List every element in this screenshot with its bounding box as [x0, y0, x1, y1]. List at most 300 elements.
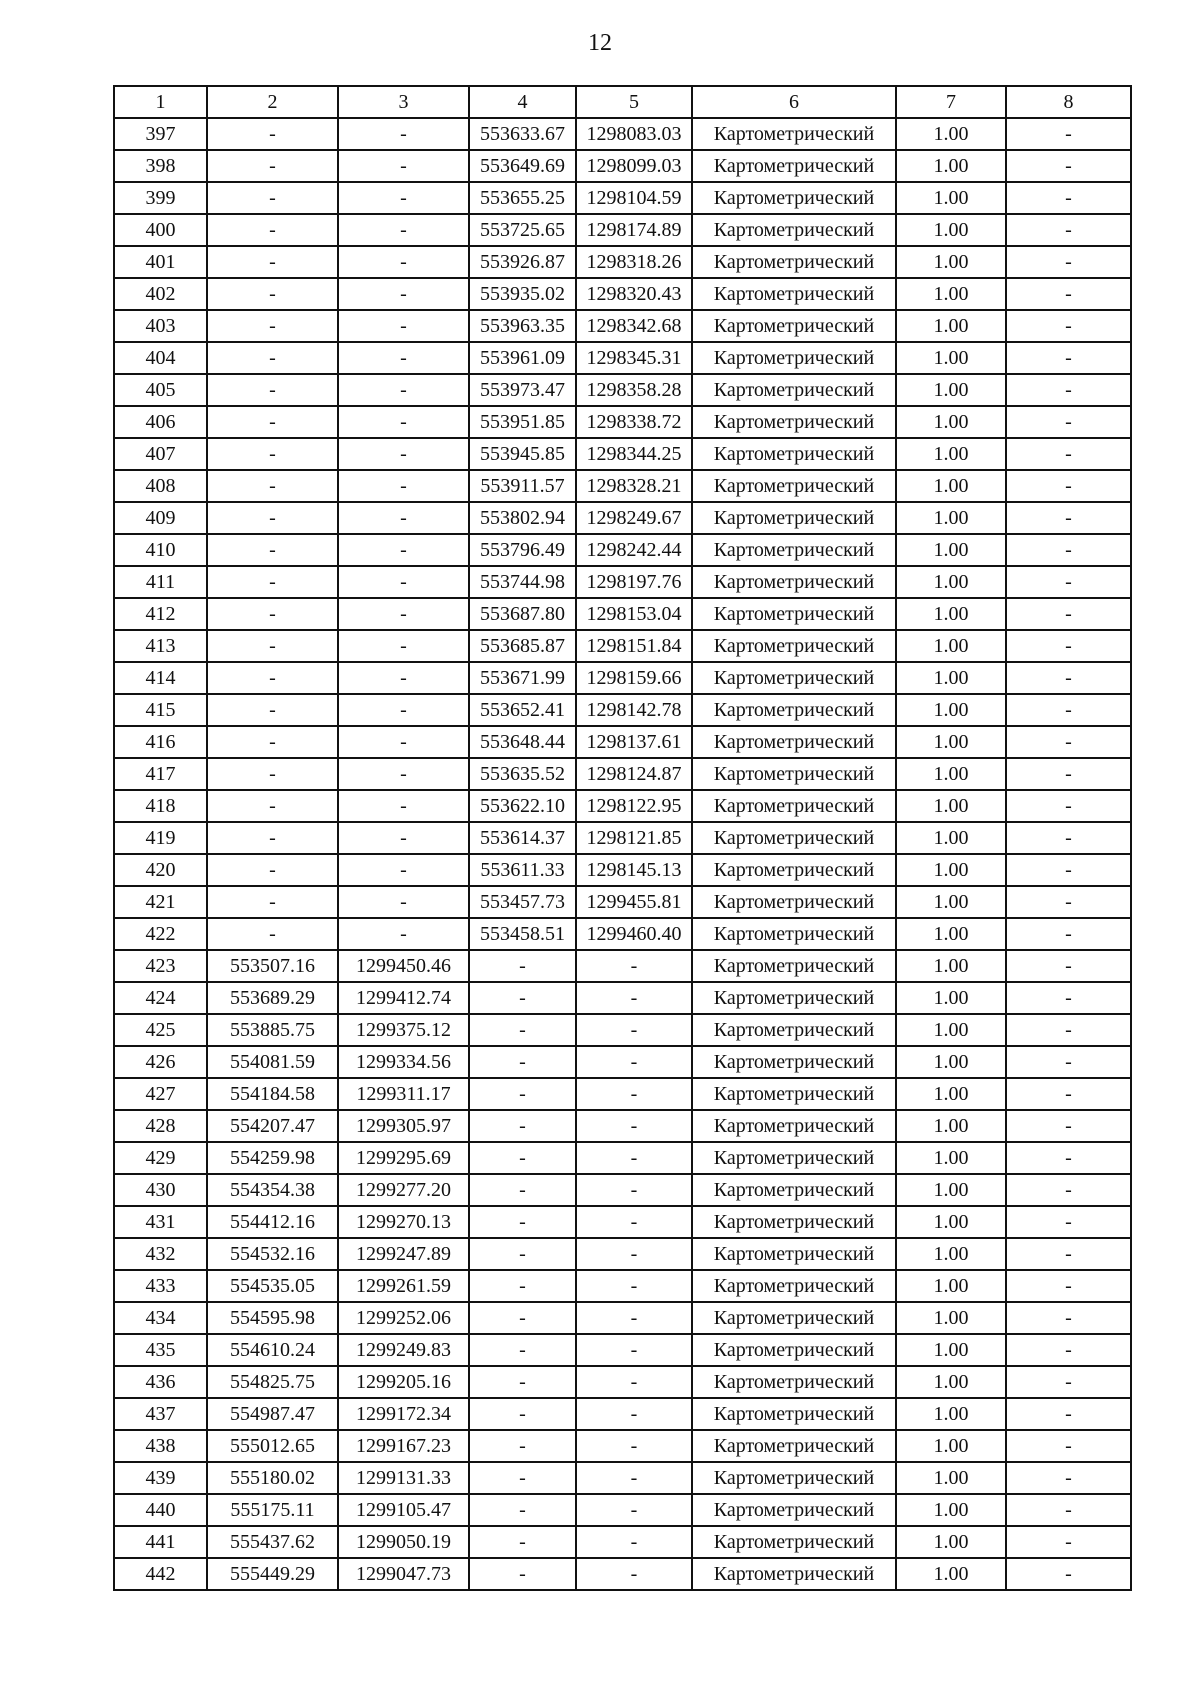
table-cell-col-2: 554412.16	[207, 1206, 338, 1238]
table-cell-col-6: Картометрический	[692, 118, 896, 150]
table-cell-col-4: 553961.09	[469, 342, 576, 374]
table-cell-col-1: 420	[114, 854, 207, 886]
table-cell-col-7: 1.00	[896, 1142, 1006, 1174]
table-cell-col-7: 1.00	[896, 1558, 1006, 1590]
table-cell-col-3: 1299277.20	[338, 1174, 469, 1206]
table-cell-col-8: -	[1006, 1398, 1131, 1430]
table-row	[114, 1494, 1131, 1526]
table-cell-col-8: -	[1006, 854, 1131, 886]
table-cell-col-4: -	[469, 1142, 576, 1174]
table-cell-col-2: -	[207, 598, 338, 630]
table-cell-col-8: -	[1006, 598, 1131, 630]
table-row	[114, 598, 1131, 630]
table-cell-col-7: 1.00	[896, 1174, 1006, 1206]
table-cell-col-5: 1298104.59	[576, 182, 692, 214]
table-cell-col-1: 427	[114, 1078, 207, 1110]
table-cell-col-6: Картометрический	[692, 726, 896, 758]
table-cell-col-7: 1.00	[896, 918, 1006, 950]
table-cell-col-6: Картометрический	[692, 406, 896, 438]
table-cell-col-4: -	[469, 1334, 576, 1366]
table-cell-col-5: -	[576, 982, 692, 1014]
table-row	[114, 1302, 1131, 1334]
table-row	[114, 726, 1131, 758]
table-cell-col-6: Картометрический	[692, 1462, 896, 1494]
table-cell-col-6: Картометрический	[692, 1398, 896, 1430]
table-cell-col-8: -	[1006, 1526, 1131, 1558]
table-cell-col-6: Картометрический	[692, 150, 896, 182]
table-cell-col-8: -	[1006, 1270, 1131, 1302]
table-cell-col-7: 1.00	[896, 342, 1006, 374]
table-cell-col-4: 553633.67	[469, 118, 576, 150]
table-cell-col-5: 1298249.67	[576, 502, 692, 534]
table-cell-col-4: 553649.69	[469, 150, 576, 182]
table-cell-col-6: Картометрический	[692, 598, 896, 630]
table-cell-col-2: -	[207, 182, 338, 214]
table-cell-col-3: -	[338, 374, 469, 406]
column-header-1: 1	[114, 86, 207, 118]
table-cell-col-8: -	[1006, 1462, 1131, 1494]
table-cell-col-8: -	[1006, 438, 1131, 470]
table-cell-col-4: -	[469, 1430, 576, 1462]
table-cell-col-8: -	[1006, 1174, 1131, 1206]
table-cell-col-2: 554184.58	[207, 1078, 338, 1110]
table-cell-col-2: -	[207, 886, 338, 918]
table-cell-col-4: -	[469, 950, 576, 982]
table-cell-col-1: 411	[114, 566, 207, 598]
table-cell-col-4: -	[469, 1174, 576, 1206]
table-cell-col-4: -	[469, 1206, 576, 1238]
table-cell-col-4: 553973.47	[469, 374, 576, 406]
table-cell-col-2: -	[207, 342, 338, 374]
page-number: 12	[588, 30, 612, 56]
table-cell-col-5: -	[576, 1110, 692, 1142]
table-cell-col-7: 1.00	[896, 1398, 1006, 1430]
table-cell-col-4: 553648.44	[469, 726, 576, 758]
table-row	[114, 1110, 1131, 1142]
table-cell-col-5: 1298197.76	[576, 566, 692, 598]
table-cell-col-1: 442	[114, 1558, 207, 1590]
table-cell-col-8: -	[1006, 278, 1131, 310]
table-cell-col-1: 399	[114, 182, 207, 214]
table-cell-col-6: Картометрический	[692, 1558, 896, 1590]
table-row	[114, 1270, 1131, 1302]
table-cell-col-7: 1.00	[896, 1302, 1006, 1334]
table-cell-col-6: Картометрический	[692, 1206, 896, 1238]
table-cell-col-7: 1.00	[896, 406, 1006, 438]
table-row	[114, 1366, 1131, 1398]
table-cell-col-7: 1.00	[896, 758, 1006, 790]
table-cell-col-4: 553687.80	[469, 598, 576, 630]
table-cell-col-8: -	[1006, 694, 1131, 726]
table-cell-col-3: -	[338, 438, 469, 470]
table-cell-col-1: 418	[114, 790, 207, 822]
table-cell-col-8: -	[1006, 1238, 1131, 1270]
table-cell-col-5: 1298151.84	[576, 630, 692, 662]
table-row	[114, 438, 1131, 470]
table-cell-col-5: 1298342.68	[576, 310, 692, 342]
table-row	[114, 886, 1131, 918]
table-cell-col-1: 434	[114, 1302, 207, 1334]
table-row	[114, 214, 1131, 246]
table-row	[114, 470, 1131, 502]
table-row	[114, 630, 1131, 662]
table-cell-col-4: 553655.25	[469, 182, 576, 214]
table-cell-col-8: -	[1006, 374, 1131, 406]
table-cell-col-3: -	[338, 694, 469, 726]
table-cell-col-2: -	[207, 758, 338, 790]
table-cell-col-5: 1298124.87	[576, 758, 692, 790]
table-body	[114, 118, 1131, 1590]
table-cell-col-8: -	[1006, 886, 1131, 918]
table-cell-col-3: -	[338, 118, 469, 150]
table-cell-col-5: -	[576, 1142, 692, 1174]
column-header-6: 6	[692, 86, 896, 118]
table-cell-col-8: -	[1006, 1558, 1131, 1590]
table-cell-col-3: 1299270.13	[338, 1206, 469, 1238]
table-cell-col-5: -	[576, 1046, 692, 1078]
table-cell-col-7: 1.00	[896, 310, 1006, 342]
table-row	[114, 1238, 1131, 1270]
table-cell-col-1: 398	[114, 150, 207, 182]
table-cell-col-7: 1.00	[896, 790, 1006, 822]
table-cell-col-2: -	[207, 150, 338, 182]
table-cell-col-2: 554535.05	[207, 1270, 338, 1302]
table-cell-col-7: 1.00	[896, 822, 1006, 854]
table-cell-col-3: -	[338, 886, 469, 918]
table-cell-col-3: 1299311.17	[338, 1078, 469, 1110]
table-cell-col-1: 433	[114, 1270, 207, 1302]
table-cell-col-4: 553744.98	[469, 566, 576, 598]
table-cell-col-7: 1.00	[896, 726, 1006, 758]
table-cell-col-5: 1298099.03	[576, 150, 692, 182]
table-cell-col-6: Картометрический	[692, 534, 896, 566]
table-cell-col-1: 403	[114, 310, 207, 342]
table-cell-col-7: 1.00	[896, 1430, 1006, 1462]
table-cell-col-3: -	[338, 342, 469, 374]
table-cell-col-7: 1.00	[896, 950, 1006, 982]
table-cell-col-8: -	[1006, 214, 1131, 246]
table-cell-col-2: 554595.98	[207, 1302, 338, 1334]
table-cell-col-7: 1.00	[896, 118, 1006, 150]
table-cell-col-6: Картометрический	[692, 470, 896, 502]
table-cell-col-5: -	[576, 1302, 692, 1334]
table-cell-col-6: Картометрический	[692, 438, 896, 470]
table-cell-col-4: -	[469, 1462, 576, 1494]
table-cell-col-6: Картометрический	[692, 566, 896, 598]
table-row	[114, 1430, 1131, 1462]
table-cell-col-5: -	[576, 1270, 692, 1302]
column-header-7: 7	[896, 86, 1006, 118]
table-cell-col-7: 1.00	[896, 1238, 1006, 1270]
table-cell-col-3: 1299252.06	[338, 1302, 469, 1334]
table-cell-col-3: 1299450.46	[338, 950, 469, 982]
table-cell-col-6: Картометрический	[692, 694, 896, 726]
table-cell-col-4: 553635.52	[469, 758, 576, 790]
table-cell-col-3: -	[338, 534, 469, 566]
table-cell-col-5: 1299455.81	[576, 886, 692, 918]
table-row	[114, 1174, 1131, 1206]
table-cell-col-4: 553911.57	[469, 470, 576, 502]
table-cell-col-2: 555175.11	[207, 1494, 338, 1526]
table-cell-col-8: -	[1006, 662, 1131, 694]
table-cell-col-4: -	[469, 1558, 576, 1590]
table-cell-col-1: 416	[114, 726, 207, 758]
table-cell-col-8: -	[1006, 1302, 1131, 1334]
table-cell-col-2: 554259.98	[207, 1142, 338, 1174]
table-cell-col-8: -	[1006, 790, 1131, 822]
table-cell-col-1: 430	[114, 1174, 207, 1206]
table-cell-col-3: 1299249.83	[338, 1334, 469, 1366]
table-cell-col-6: Картометрический	[692, 630, 896, 662]
table-cell-col-5: -	[576, 1078, 692, 1110]
table-cell-col-3: 1299334.56	[338, 1046, 469, 1078]
table-cell-col-3: 1299305.97	[338, 1110, 469, 1142]
table-cell-col-1: 437	[114, 1398, 207, 1430]
table-cell-col-3: -	[338, 758, 469, 790]
table-cell-col-7: 1.00	[896, 1110, 1006, 1142]
table-cell-col-1: 413	[114, 630, 207, 662]
table-cell-col-2: -	[207, 502, 338, 534]
table-cell-col-3: -	[338, 310, 469, 342]
table-row	[114, 1046, 1131, 1078]
table-cell-col-8: -	[1006, 246, 1131, 278]
table-cell-col-7: 1.00	[896, 438, 1006, 470]
table-cell-col-1: 397	[114, 118, 207, 150]
table-cell-col-6: Картометрический	[692, 662, 896, 694]
table-cell-col-4: -	[469, 1270, 576, 1302]
table-cell-col-1: 419	[114, 822, 207, 854]
table-cell-col-5: 1298318.26	[576, 246, 692, 278]
table-cell-col-8: -	[1006, 1142, 1131, 1174]
table-cell-col-6: Картометрический	[692, 1110, 896, 1142]
table-cell-col-1: 441	[114, 1526, 207, 1558]
table-cell-col-3: -	[338, 790, 469, 822]
table-cell-col-3: -	[338, 918, 469, 950]
table-cell-col-6: Картометрический	[692, 1334, 896, 1366]
table-cell-col-7: 1.00	[896, 1270, 1006, 1302]
table-cell-col-5: 1298174.89	[576, 214, 692, 246]
table-row	[114, 182, 1131, 214]
table-cell-col-1: 404	[114, 342, 207, 374]
table-cell-col-6: Картометрический	[692, 1302, 896, 1334]
table-cell-col-4: -	[469, 1302, 576, 1334]
table-cell-col-1: 426	[114, 1046, 207, 1078]
table-cell-col-6: Картометрический	[692, 982, 896, 1014]
table-cell-col-3: -	[338, 854, 469, 886]
table-cell-col-3: -	[338, 502, 469, 534]
table-cell-col-1: 406	[114, 406, 207, 438]
table-cell-col-8: -	[1006, 1206, 1131, 1238]
table-cell-col-5: 1298122.95	[576, 790, 692, 822]
table-cell-col-7: 1.00	[896, 278, 1006, 310]
table-cell-col-5: 1298137.61	[576, 726, 692, 758]
table-cell-col-7: 1.00	[896, 1046, 1006, 1078]
table-cell-col-7: 1.00	[896, 1462, 1006, 1494]
table-cell-col-5: -	[576, 1206, 692, 1238]
table-cell-col-5: 1298344.25	[576, 438, 692, 470]
table-cell-col-8: -	[1006, 726, 1131, 758]
column-header-5: 5	[576, 86, 692, 118]
table-cell-col-4: 553685.87	[469, 630, 576, 662]
table-row	[114, 150, 1131, 182]
table-cell-col-8: -	[1006, 1046, 1131, 1078]
table-cell-col-8: -	[1006, 150, 1131, 182]
table-cell-col-5: 1298083.03	[576, 118, 692, 150]
table-cell-col-1: 410	[114, 534, 207, 566]
table-cell-col-5: -	[576, 1334, 692, 1366]
table-cell-col-2: -	[207, 822, 338, 854]
table-cell-col-1: 409	[114, 502, 207, 534]
table-cell-col-6: Картометрический	[692, 1014, 896, 1046]
table-cell-col-8: -	[1006, 182, 1131, 214]
table-cell-col-2: -	[207, 246, 338, 278]
table-row	[114, 1334, 1131, 1366]
table-cell-col-5: 1298242.44	[576, 534, 692, 566]
table-cell-col-3: -	[338, 662, 469, 694]
table-cell-col-4: 553458.51	[469, 918, 576, 950]
table-cell-col-6: Картометрический	[692, 950, 896, 982]
table-header	[114, 86, 1131, 118]
table-cell-col-4: 553614.37	[469, 822, 576, 854]
table-cell-col-3: -	[338, 470, 469, 502]
table-cell-col-7: 1.00	[896, 566, 1006, 598]
table-cell-col-2: -	[207, 214, 338, 246]
table-row	[114, 374, 1131, 406]
table-cell-col-6: Картометрический	[692, 1430, 896, 1462]
table-cell-col-2: 554081.59	[207, 1046, 338, 1078]
table-cell-col-3: -	[338, 566, 469, 598]
table-cell-col-4: -	[469, 1110, 576, 1142]
table-cell-col-7: 1.00	[896, 150, 1006, 182]
table-cell-col-6: Картометрический	[692, 1174, 896, 1206]
coordinates-table	[113, 85, 1132, 1591]
table-row	[114, 854, 1131, 886]
table-cell-col-8: -	[1006, 918, 1131, 950]
table-cell-col-3: -	[338, 214, 469, 246]
table-cell-col-8: -	[1006, 470, 1131, 502]
table-cell-col-5: 1298153.04	[576, 598, 692, 630]
table-cell-col-3: 1299295.69	[338, 1142, 469, 1174]
table-cell-col-8: -	[1006, 950, 1131, 982]
table-cell-col-6: Картометрический	[692, 886, 896, 918]
table-row	[114, 982, 1131, 1014]
table-cell-col-3: 1299131.33	[338, 1462, 469, 1494]
table-cell-col-3: 1299261.59	[338, 1270, 469, 1302]
table-cell-col-7: 1.00	[896, 854, 1006, 886]
table-cell-col-2: 554987.47	[207, 1398, 338, 1430]
table-row	[114, 822, 1131, 854]
table-row	[114, 662, 1131, 694]
table-cell-col-2: -	[207, 438, 338, 470]
table-cell-col-2: 555012.65	[207, 1430, 338, 1462]
table-cell-col-6: Картометрический	[692, 822, 896, 854]
table-cell-col-8: -	[1006, 310, 1131, 342]
table-cell-col-5: 1298345.31	[576, 342, 692, 374]
table-cell-col-4: -	[469, 1014, 576, 1046]
table-row	[114, 1462, 1131, 1494]
table-cell-col-1: 440	[114, 1494, 207, 1526]
table-cell-col-6: Картометрический	[692, 246, 896, 278]
table-cell-col-2: -	[207, 310, 338, 342]
table-cell-col-2: -	[207, 118, 338, 150]
table-cell-col-6: Картометрический	[692, 918, 896, 950]
table-cell-col-5: -	[576, 1238, 692, 1270]
table-cell-col-8: -	[1006, 758, 1131, 790]
table-cell-col-7: 1.00	[896, 630, 1006, 662]
table-cell-col-7: 1.00	[896, 886, 1006, 918]
table-cell-col-1: 400	[114, 214, 207, 246]
table-cell-col-4: -	[469, 1526, 576, 1558]
table-cell-col-2: -	[207, 374, 338, 406]
column-header-2: 2	[207, 86, 338, 118]
table-cell-col-3: -	[338, 726, 469, 758]
table-cell-col-6: Картометрический	[692, 1142, 896, 1174]
table-cell-col-1: 435	[114, 1334, 207, 1366]
table-cell-col-8: -	[1006, 1494, 1131, 1526]
table-cell-col-4: 553652.41	[469, 694, 576, 726]
table-cell-col-1: 436	[114, 1366, 207, 1398]
table-cell-col-2: 554825.75	[207, 1366, 338, 1398]
table-cell-col-4: -	[469, 1494, 576, 1526]
table-cell-col-3: -	[338, 246, 469, 278]
table-cell-col-6: Картометрический	[692, 310, 896, 342]
table-row	[114, 694, 1131, 726]
table-cell-col-3: 1299050.19	[338, 1526, 469, 1558]
table-cell-col-2: 555437.62	[207, 1526, 338, 1558]
table-cell-col-8: -	[1006, 118, 1131, 150]
table-cell-col-4: 553963.35	[469, 310, 576, 342]
table-cell-col-8: -	[1006, 630, 1131, 662]
table-cell-col-2: 553885.75	[207, 1014, 338, 1046]
table-row	[114, 342, 1131, 374]
table-cell-col-7: 1.00	[896, 1078, 1006, 1110]
table-cell-col-2: 553689.29	[207, 982, 338, 1014]
table-cell-col-7: 1.00	[896, 1334, 1006, 1366]
table-cell-col-4: 553671.99	[469, 662, 576, 694]
table-cell-col-6: Картометрический	[692, 1238, 896, 1270]
table-cell-col-8: -	[1006, 982, 1131, 1014]
column-header-4: 4	[469, 86, 576, 118]
table-cell-col-3: 1299105.47	[338, 1494, 469, 1526]
table-cell-col-5: 1298159.66	[576, 662, 692, 694]
table-cell-col-8: -	[1006, 1110, 1131, 1142]
table-cell-col-8: -	[1006, 566, 1131, 598]
table-cell-col-5: 1298328.21	[576, 470, 692, 502]
table-cell-col-2: -	[207, 662, 338, 694]
table-cell-col-1: 431	[114, 1206, 207, 1238]
table-cell-col-6: Картометрический	[692, 1270, 896, 1302]
table-cell-col-7: 1.00	[896, 1206, 1006, 1238]
table-cell-col-3: -	[338, 822, 469, 854]
table-cell-col-1: 417	[114, 758, 207, 790]
table-cell-col-5: 1298320.43	[576, 278, 692, 310]
table-cell-col-4: 553725.65	[469, 214, 576, 246]
table-cell-col-4: 553457.73	[469, 886, 576, 918]
table-cell-col-5: -	[576, 1398, 692, 1430]
table-cell-col-4: -	[469, 1398, 576, 1430]
table-cell-col-3: -	[338, 406, 469, 438]
table-cell-col-8: -	[1006, 1078, 1131, 1110]
table-cell-col-1: 402	[114, 278, 207, 310]
table-cell-col-7: 1.00	[896, 662, 1006, 694]
table-cell-col-6: Картометрический	[692, 214, 896, 246]
table-cell-col-6: Картометрический	[692, 502, 896, 534]
table-cell-col-7: 1.00	[896, 534, 1006, 566]
table-cell-col-7: 1.00	[896, 982, 1006, 1014]
table-cell-col-1: 423	[114, 950, 207, 982]
table-cell-col-1: 422	[114, 918, 207, 950]
table-cell-col-2: -	[207, 534, 338, 566]
